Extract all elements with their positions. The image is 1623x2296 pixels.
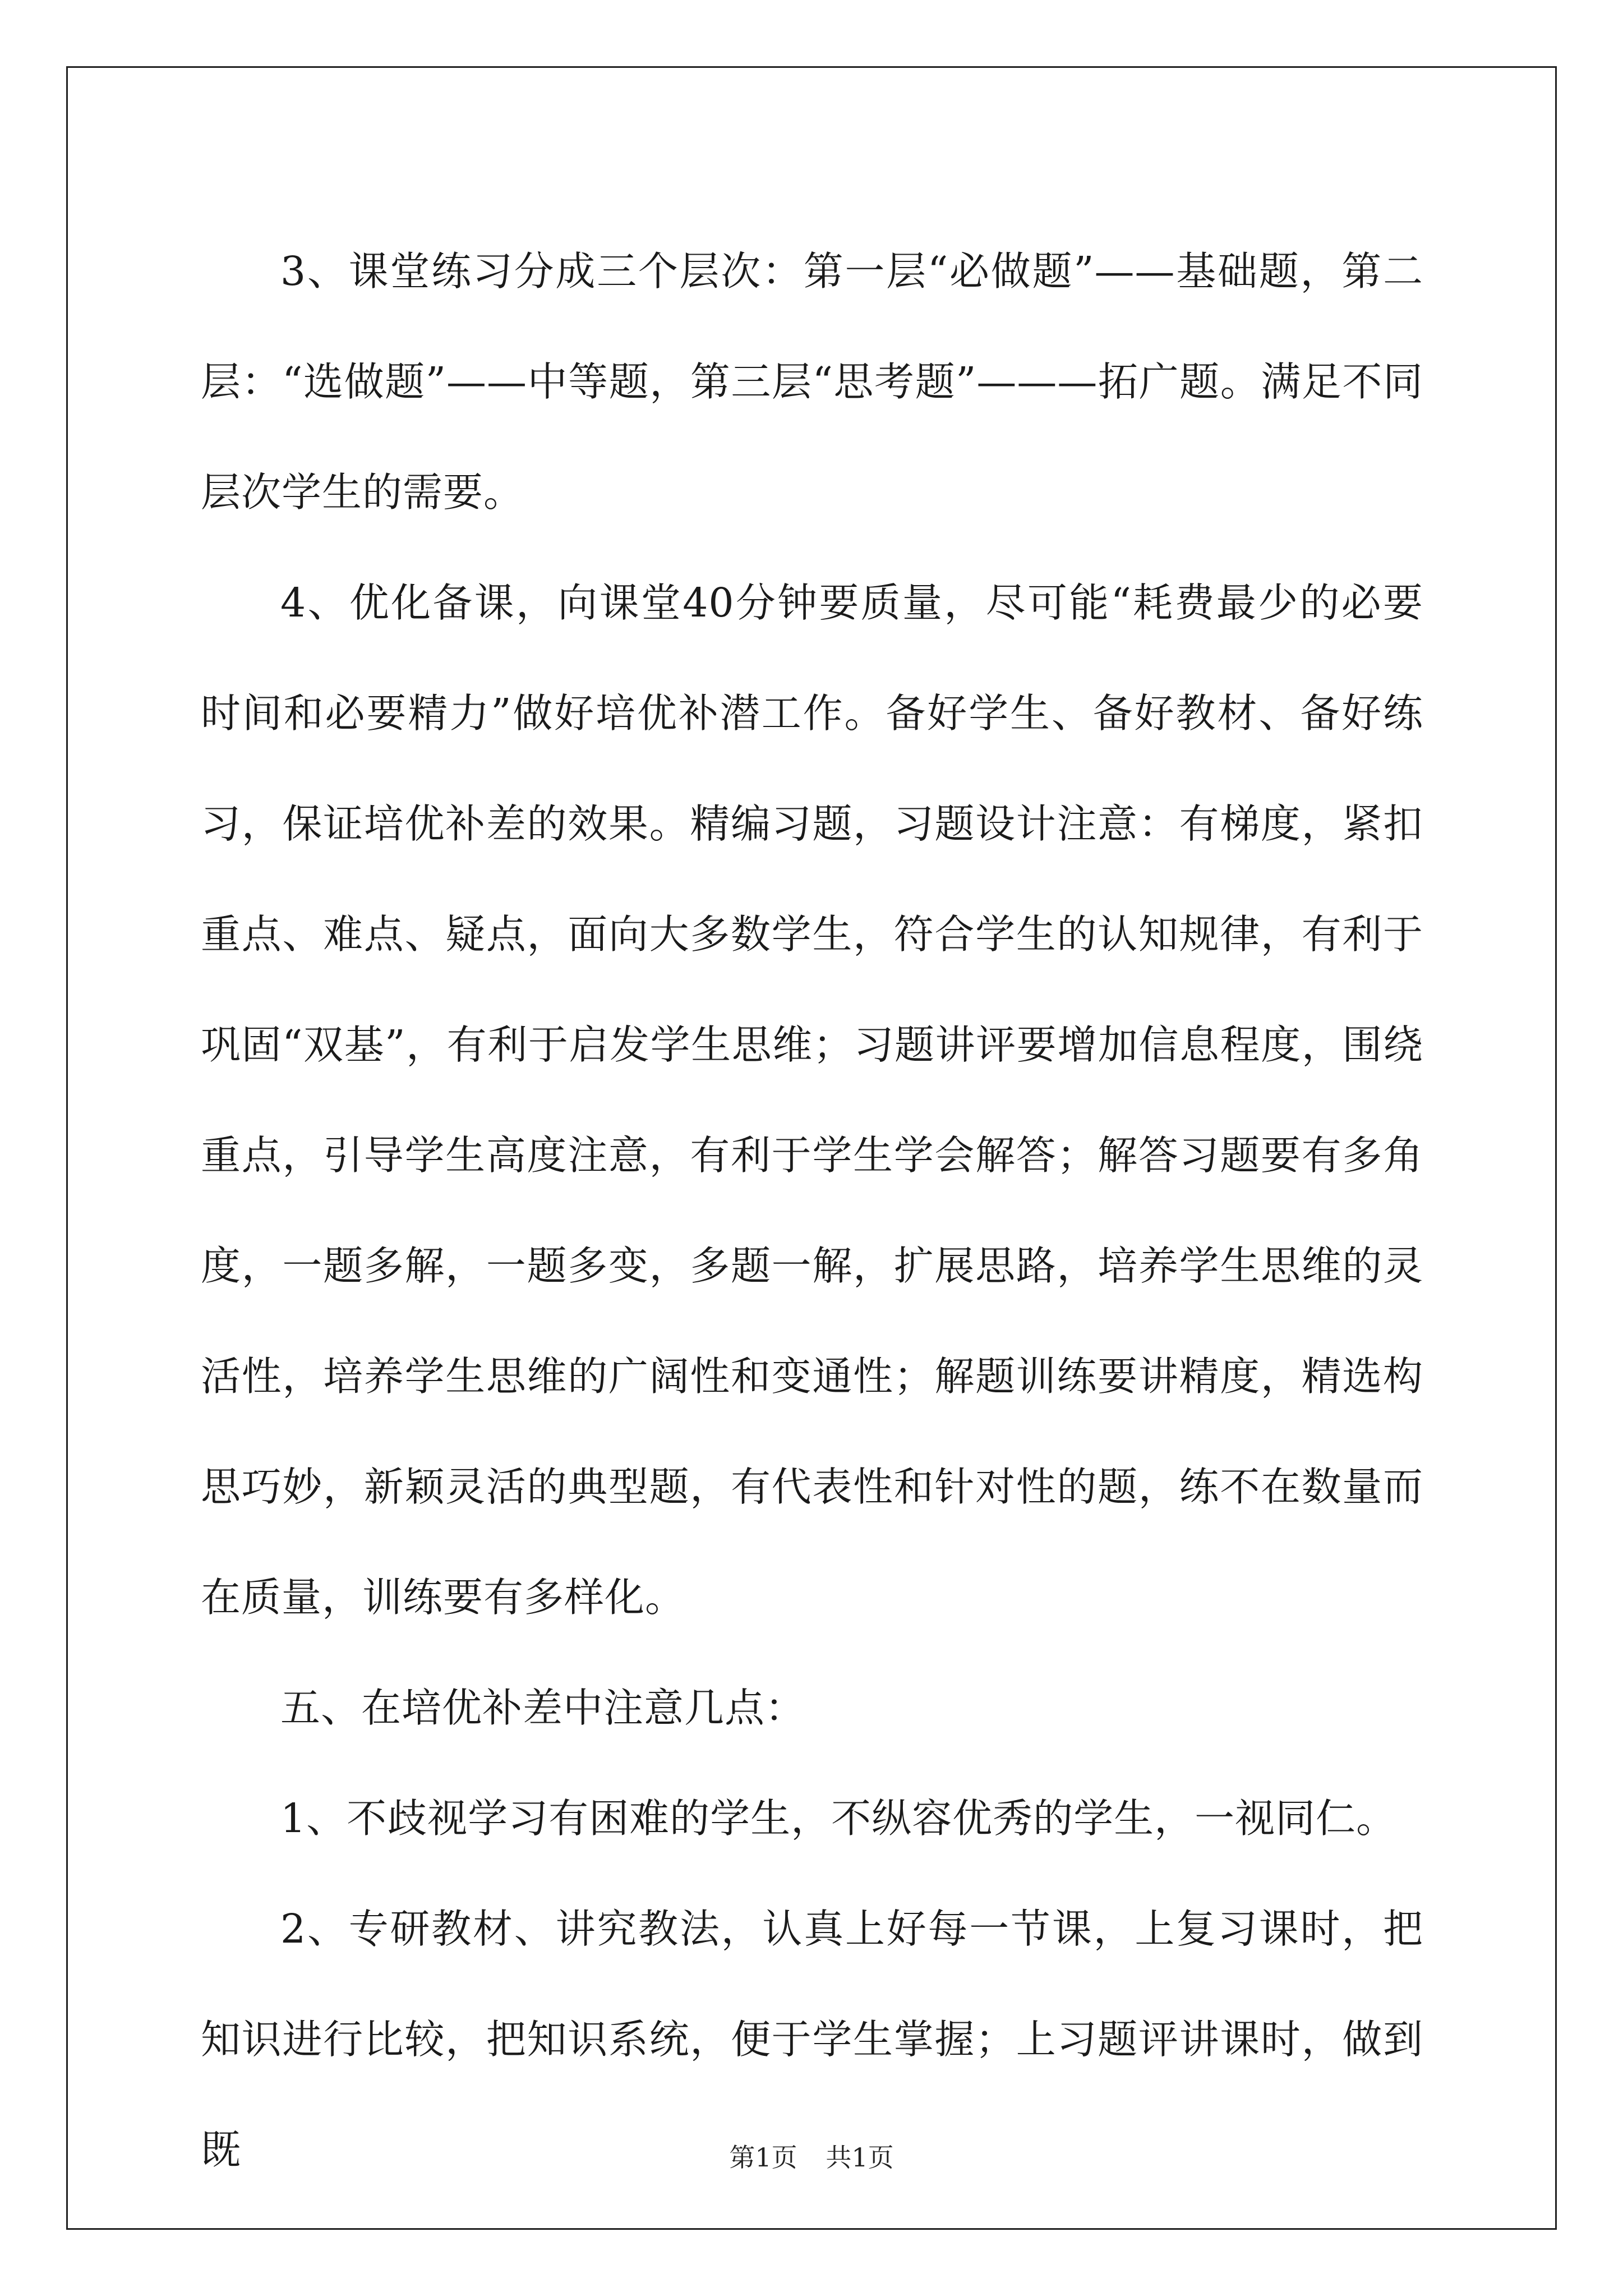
document-body [201, 216, 1423, 2205]
paragraph-practice-levels: 3、课堂练习分成三个层次：第一层“必做题”——基础题，第二层：“选做题”——中等题，第三层“思考题”———拓广题。满足不同层次学生的需要。 [201, 248, 1423, 516]
paragraph-study-materials: 2、专研教材、讲究教法，认真上好每一节课，上复习课时，把知识进行比较，把知识系统，便于学生掌握；上习题评讲课时，做到既 [201, 1906, 1423, 2173]
paragraph-no-discrimination: 1、不歧视学习有困难的学生，不纵容优秀的学生，一视同仁。 [280, 1795, 1397, 1842]
page-footer [0, 2137, 1623, 2174]
page-total: 共1页 [826, 2142, 894, 2173]
section-heading-notes: 五、在培优补差中注意几点： [280, 1685, 806, 1731]
paragraph-lesson-preparation: 4、优化备课，向课堂40分钟要质量，尽可能“耗费最少的必要时间和必要精力”做好培优补潜工作。备好学生、备好教材、备好练习，保证培优补差的效果。精编习题，习题设计注意：有梯度，紧扣重点、难点、疑点，面向大多数学生，符合学生的认知规律，有利于巩固“双基”，有利于启发学生思维；习题讲评要增加信息程度，围绕重点，引导学生高度注意，有利于学生学会解答；解答习题要有多角度，一题多解，一题多变，多题一解，扩展思路，培养学生思维的灵活性，培养学生思维的广阔性和变通性；解题训练要讲精度，精选构思巧妙，新颖灵活的典型题，有代表性和针对性的题，练不在数量而在质量，训练要有多样化。 [201, 579, 1423, 1621]
page-number: 第1页 [729, 2142, 797, 2173]
